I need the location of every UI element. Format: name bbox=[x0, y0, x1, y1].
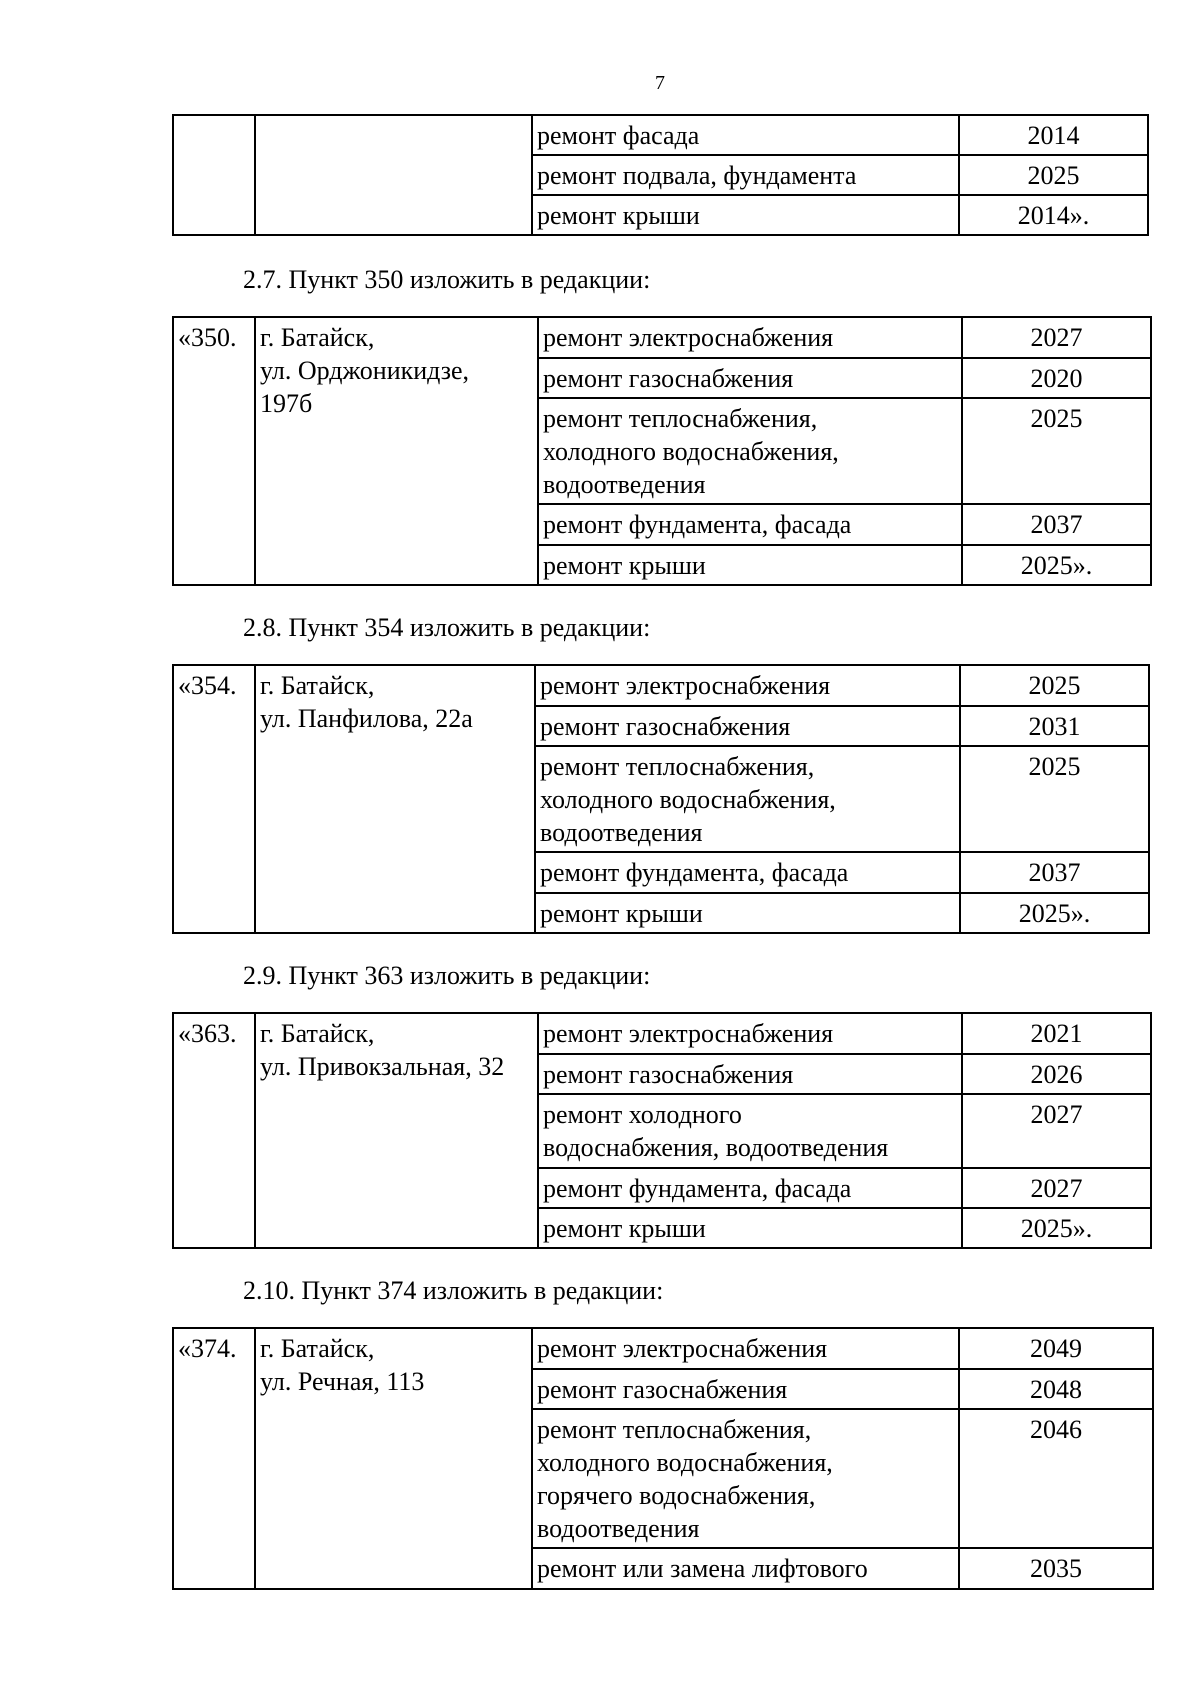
section-table bbox=[172, 316, 1152, 586]
year-cell: 2025 bbox=[962, 398, 1151, 504]
year-cell: 2025». bbox=[960, 893, 1149, 933]
work-cell: ремонт крыши bbox=[535, 893, 960, 933]
work-cell: ремонт электроснабжения bbox=[535, 665, 960, 706]
address-cell bbox=[255, 115, 532, 235]
year-cell: 2031 bbox=[960, 706, 1149, 746]
year-cell: 2020 bbox=[962, 358, 1151, 398]
work-cell: ремонт электроснабжения bbox=[538, 1013, 962, 1054]
work-cell: ремонт газоснабжения bbox=[538, 358, 962, 398]
year-cell: 2049 bbox=[959, 1328, 1153, 1369]
table-row bbox=[173, 115, 1148, 155]
work-cell: ремонт или замена лифтового bbox=[532, 1548, 959, 1589]
work-cell: ремонт фундамента, фасада bbox=[538, 1168, 962, 1208]
section-heading: 2.7. Пункт 350 изложить в редакции: bbox=[243, 265, 651, 294]
year-cell: 2026 bbox=[962, 1054, 1151, 1094]
year-cell: 2027 bbox=[962, 1168, 1151, 1208]
address-cell: г. Батайск, ул. Орджоникидзе, 197б bbox=[255, 317, 538, 585]
work-cell: ремонт фундамента, фасада bbox=[535, 852, 960, 893]
section-table bbox=[172, 664, 1150, 934]
work-cell: ремонт газоснабжения bbox=[535, 706, 960, 746]
year-cell: 2021 bbox=[962, 1013, 1151, 1054]
year-cell: 2037 bbox=[960, 852, 1149, 893]
year-cell: 2025». bbox=[962, 1208, 1151, 1248]
section-heading: 2.8. Пункт 354 изложить в редакции: bbox=[243, 613, 651, 642]
year-cell: 2025». bbox=[962, 545, 1151, 585]
year-cell: 2048 bbox=[959, 1369, 1153, 1409]
work-cell: ремонт подвала, фундамента bbox=[532, 155, 959, 195]
work-cell: ремонт газоснабжения bbox=[538, 1054, 962, 1094]
address-cell: г. Батайск, ул. Речная, 113 bbox=[255, 1328, 532, 1589]
work-cell: ремонт газоснабжения bbox=[532, 1369, 959, 1409]
work-cell: ремонт электроснабжения bbox=[532, 1328, 959, 1369]
work-cell: ремонт фундамента, фасада bbox=[538, 504, 962, 545]
year-cell: 2025 bbox=[960, 665, 1149, 706]
work-cell: ремонт фасада bbox=[532, 115, 959, 155]
continuation-table bbox=[172, 114, 1149, 236]
year-cell: 2025 bbox=[959, 155, 1148, 195]
year-cell: 2027 bbox=[962, 1094, 1151, 1168]
year-cell: 2025 bbox=[960, 746, 1149, 852]
item-number-cell: «374. bbox=[173, 1328, 255, 1589]
work-cell: ремонт крыши bbox=[532, 195, 959, 235]
table-row bbox=[173, 1013, 1151, 1054]
table-row bbox=[173, 317, 1151, 358]
section-heading: 2.10. Пункт 374 изложить в редакции: bbox=[243, 1276, 664, 1305]
row-number-cell bbox=[173, 115, 255, 235]
section-table bbox=[172, 1012, 1152, 1249]
work-cell: ремонт теплоснабжения, холодного водоснабжения, горячего водоснабжения, водоотведения bbox=[532, 1409, 959, 1548]
section-heading: 2.9. Пункт 363 изложить в редакции: bbox=[243, 961, 651, 990]
year-cell: 2014 bbox=[959, 115, 1148, 155]
year-cell: 2046 bbox=[959, 1409, 1153, 1548]
work-cell: ремонт электроснабжения bbox=[538, 317, 962, 358]
table-row bbox=[173, 1328, 1153, 1369]
year-cell: 2014». bbox=[959, 195, 1148, 235]
address-cell: г. Батайск, ул. Привокзальная, 32 bbox=[255, 1013, 538, 1248]
year-cell: 2027 bbox=[962, 317, 1151, 358]
item-number-cell: «363. bbox=[173, 1013, 255, 1248]
work-cell: ремонт холодного водоснабжения, водоотведения bbox=[538, 1094, 962, 1168]
item-number-cell: «354. bbox=[173, 665, 255, 933]
work-cell: ремонт крыши bbox=[538, 1208, 962, 1248]
year-cell: 2035 bbox=[959, 1548, 1153, 1589]
year-cell: 2037 bbox=[962, 504, 1151, 545]
work-cell: ремонт крыши bbox=[538, 545, 962, 585]
section-table bbox=[172, 1327, 1154, 1590]
table-row bbox=[173, 665, 1149, 706]
address-cell: г. Батайск, ул. Панфилова, 22а bbox=[255, 665, 535, 933]
page-number: 7 bbox=[655, 72, 665, 94]
item-number-cell: «350. bbox=[173, 317, 255, 585]
work-cell: ремонт теплоснабжения, холодного водоснабжения, водоотведения bbox=[535, 746, 960, 852]
work-cell: ремонт теплоснабжения, холодного водоснабжения, водоотведения bbox=[538, 398, 962, 504]
